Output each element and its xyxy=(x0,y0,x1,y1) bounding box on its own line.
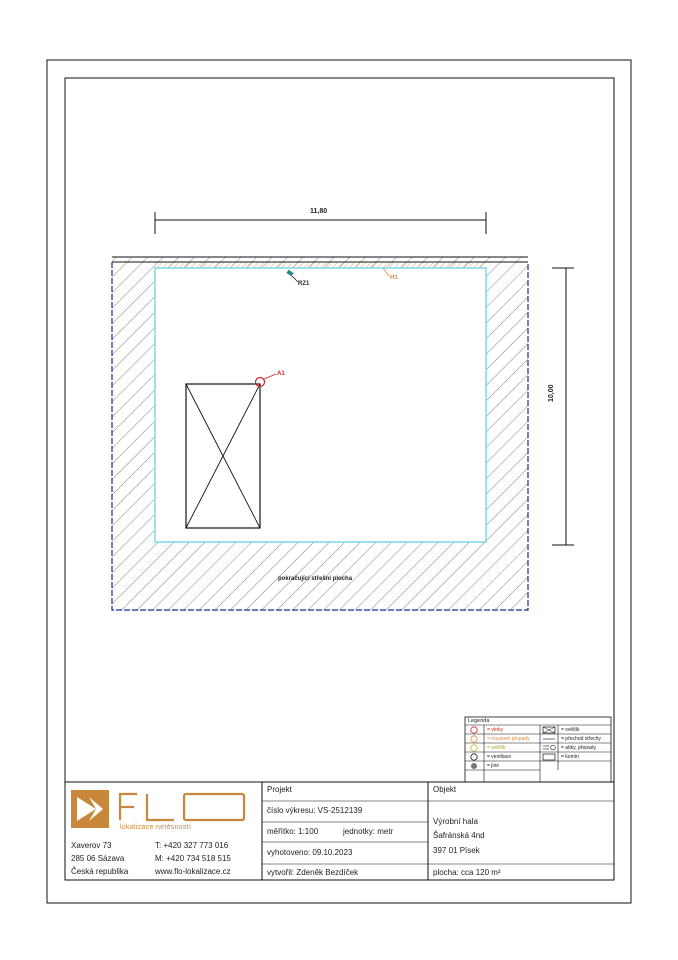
legend-item-label: = vtoky xyxy=(487,727,503,733)
legend-filled-circle-icon xyxy=(471,763,477,769)
project-author: vytvořil: Zdeněk Bezdíček xyxy=(267,868,359,877)
flo-logo-letters xyxy=(120,794,244,820)
skylight-box xyxy=(186,384,260,528)
dimension-height-label: 10,00 xyxy=(548,384,555,402)
project-units: jednotky: metr xyxy=(343,827,394,836)
legend-item-label: = ventilace xyxy=(487,754,512,760)
object-name: Výrobní hala xyxy=(433,817,478,826)
flo-logo-icon xyxy=(71,790,109,828)
project-report-number: číslo výkresu: VS-2512139 xyxy=(267,806,363,815)
legend-item-label: = světlík xyxy=(487,745,506,751)
company-phone-m: M: +420 734 518 515 xyxy=(155,854,231,863)
company-web-link[interactable]: www.flo-lokalizace.cz xyxy=(155,867,231,876)
legend-title: Legenda xyxy=(468,718,490,724)
surrounding-roof-label: pokračující střešní plocha xyxy=(278,576,353,582)
project-scale: měřítko: 1:100 xyxy=(267,827,319,836)
company-address-line3: Česká republika xyxy=(71,867,129,876)
object-city: 397 01 Písek xyxy=(433,846,480,855)
legend-item-label: = přechod střechy xyxy=(561,736,601,742)
legend-item-label: = nouzové přepady xyxy=(487,736,530,742)
dimension-width-label: 11,80 xyxy=(310,208,328,215)
legend-item-label: = atiky, přepady xyxy=(561,745,597,751)
dimension-width xyxy=(155,212,486,234)
company-tagline: lokalizace netěsností xyxy=(120,824,192,831)
project-heading: Projekt xyxy=(267,785,292,794)
marker-a1-label: A1 xyxy=(277,371,285,377)
legend-item-label: = jiné xyxy=(487,763,500,769)
object-area: plocha: cca 120 m² xyxy=(433,868,501,877)
object-heading: Objekt xyxy=(433,785,457,794)
dimension-height xyxy=(552,268,574,545)
legend-item-label: = světlík xyxy=(561,727,580,733)
company-address-line1: Xaverov 73 xyxy=(71,841,112,850)
project-date: vyhotoveno: 09.10.2023 xyxy=(267,848,353,857)
legend-item-label: = komín xyxy=(561,754,579,760)
company-address-line2: 285 06 Sázava xyxy=(71,854,125,863)
marker-rz1-label: RZ1 xyxy=(298,281,310,287)
object-street: Šafránská 4nd xyxy=(433,831,485,840)
company-phone-t: T: +420 327 773 016 xyxy=(155,841,229,850)
marker-h1-label: H1 xyxy=(390,275,398,281)
